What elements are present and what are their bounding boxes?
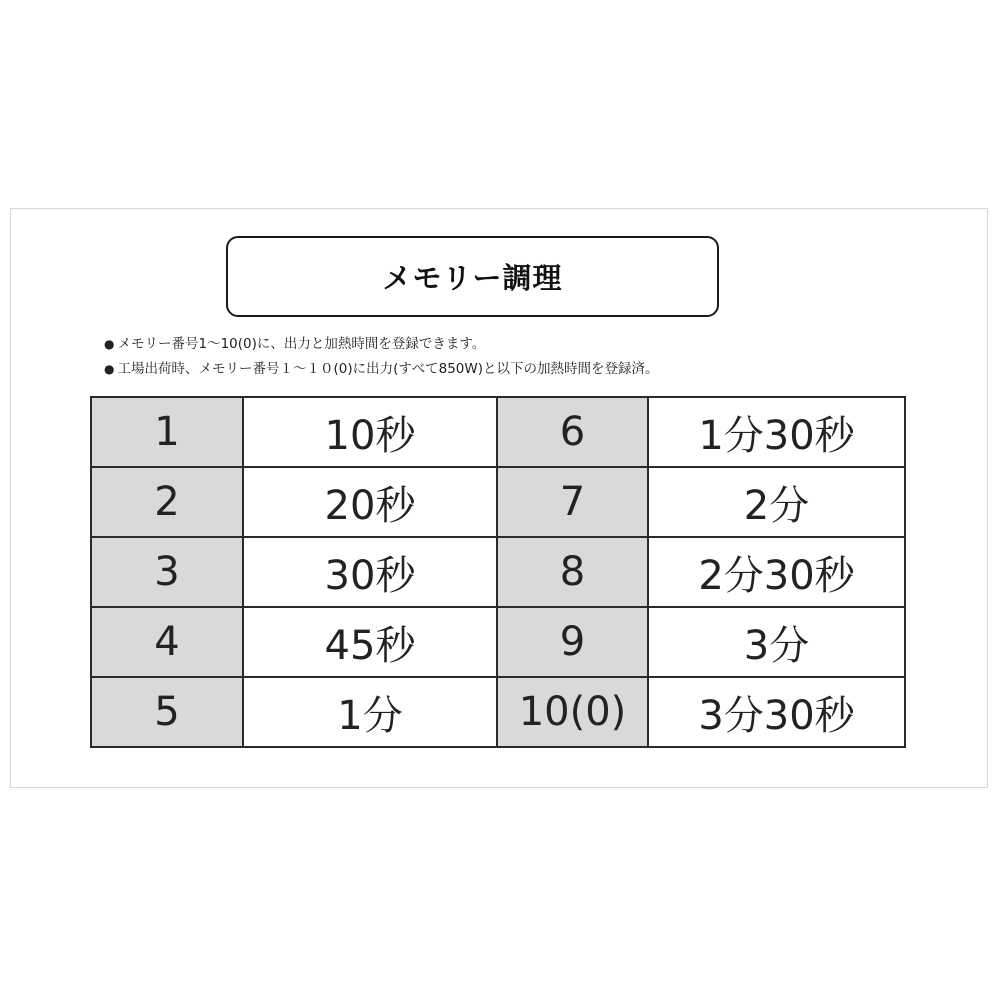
memory-number-cell: 4 <box>91 607 243 677</box>
title-box <box>226 236 719 317</box>
page-title: メモリー調理 <box>382 261 563 295</box>
bullet-icon: ● <box>104 337 115 351</box>
memory-number-cell: 6 <box>497 397 648 467</box>
table-row <box>91 467 905 537</box>
heating-time-cell: 2分30秒 <box>648 537 905 607</box>
table-row <box>91 397 905 467</box>
heating-time-cell: 1分 <box>243 677 497 747</box>
heating-time-cell: 10秒 <box>243 397 497 467</box>
memory-number-cell: 8 <box>497 537 648 607</box>
heating-time-cell: 45秒 <box>243 607 497 677</box>
heating-time-cell: 3分 <box>648 607 905 677</box>
heating-time-cell: 2分 <box>648 467 905 537</box>
memory-number-cell: 3 <box>91 537 243 607</box>
memory-number-cell: 1 <box>91 397 243 467</box>
memory-number-cell: 7 <box>497 467 648 537</box>
memory-number-cell: 2 <box>91 467 243 537</box>
memory-number-cell: 10(0) <box>497 677 648 747</box>
table-row <box>91 677 905 747</box>
memory-number-cell: 9 <box>497 607 648 677</box>
table-row <box>91 607 905 677</box>
bullet-icon: ● <box>104 362 115 376</box>
note-text-1: メモリー番号1～10(0)に、出力と加熱時間を登録できます。 <box>117 336 486 352</box>
memory-table <box>90 396 906 748</box>
table-row <box>91 537 905 607</box>
heating-time-cell: 3分30秒 <box>648 677 905 747</box>
note-text-2: 工場出荷時、メモリー番号１～１０(0)に出力(すべて850W)と以下の加熱時間を登録済。 <box>117 361 659 377</box>
note-line-2 <box>104 361 659 377</box>
note-line-1 <box>104 336 485 352</box>
memory-number-cell: 5 <box>91 677 243 747</box>
heating-time-cell: 30秒 <box>243 537 497 607</box>
heating-time-cell: 20秒 <box>243 467 497 537</box>
heating-time-cell: 1分30秒 <box>648 397 905 467</box>
